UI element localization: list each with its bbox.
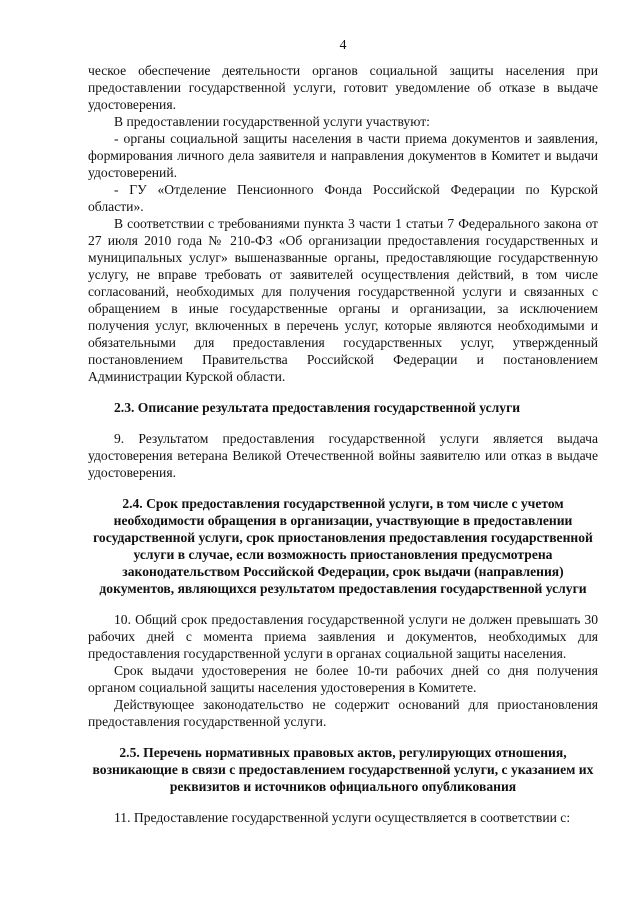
paragraph: Срок выдачи удостоверения не более 10-ти рабочих дней со дня получения органом социальной защиты населения удостоверения в Комитете. xyxy=(88,663,598,695)
paragraph: Действующее законодательство не содержит оснований для приостановления предоставления государственной услуги. xyxy=(88,697,598,729)
spacer xyxy=(88,597,598,611)
paragraph: В предоставлении государственной услуги участвуют: xyxy=(114,114,430,129)
paragraph: 9. Результатом предоставления государственной услуги является выдача удостоверения ветерана Великой Отечественной войны заявителю или отказ в выдаче удостоверения. xyxy=(88,431,598,480)
section-heading: 2.4. Срок предоставления государственной услуги, в том числе с учетом необходимости обращения в организации, участвующие в предоставлении государственной услуги, срок приостановления предоставления государственной услуги в случае, если возможность приостановления предусмотрена законодательством Российской Федерации, срок выдачи (направления) документов, являющихся результатом предоставления государственной услуги xyxy=(93,496,593,596)
spacer xyxy=(88,795,598,809)
page-number: 4 xyxy=(339,38,347,53)
paragraph: В соответствии с требованиями пункта 3 части 1 статьи 7 Федерального закона от 27 июля 2010 года № 210-ФЗ «Об организации предоставления государственных и муниципальных услуг» вышеназванные органы, предоставляющие государственную услугу, не вправе требовать от заявителей осуществления действий, в том числе согласований, необходимых для получения государственной услуги и связанных с обращением в иные государственные органы и организации, за исключением получения услуг, включенных в перечень услуг, которые являются необходимыми и обязательными для предоставления государственных услуг, утвержденный постановлением Правительства Российской Федерации и постановлением Администрации Курской области. xyxy=(88,216,598,384)
list-item: - ГУ «Отделение Пенсионного Фонда Российской Федерации по Курской области». xyxy=(88,182,598,214)
spacer xyxy=(88,416,598,430)
spacer xyxy=(88,730,598,744)
list-item: - органы социальной защиты населения в части приема документов и заявления, формирования личного дела заявителя и направления документов в Комитет и выдачи удостоверений. xyxy=(88,131,598,180)
spacer xyxy=(88,385,598,399)
paragraph: 10. Общий срок предоставления государственной услуги не должен превышать 30 рабочих дней с момента приема заявления и документов, необходимых для предоставления государственной услуги в органах социальной защиты населения. xyxy=(88,612,598,661)
spacer xyxy=(88,481,598,495)
paragraph: ческое обеспечение деятельности органов социальной защиты населения при предоставлении государственной услуги, готовит уведомление об отказе в выдаче удостоверения. xyxy=(88,63,598,112)
section-heading: 2.5. Перечень нормативных правовых актов, регулирующих отношения, возникающие в связи с предоставлением государственной услуги, с указанием их реквизитов и источников официального опубликования xyxy=(92,745,594,794)
section-heading: 2.3. Описание результата предоставления государственной услуги xyxy=(114,400,521,415)
paragraph: 11. Предоставление государственной услуги осуществляется в соответствии с: xyxy=(114,810,571,825)
